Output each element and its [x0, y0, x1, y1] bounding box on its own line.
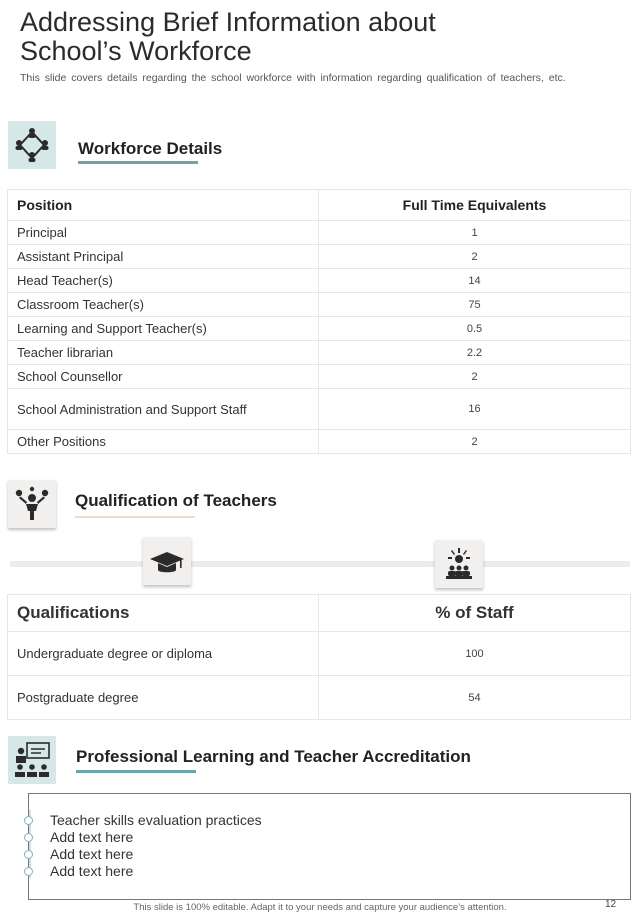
section-underline	[76, 770, 196, 773]
fte-cell: 14	[319, 269, 631, 293]
page-number: 12	[605, 899, 617, 910]
position-cell: Principal	[8, 221, 319, 245]
fte-cell: 75	[319, 293, 631, 317]
fte-cell: 2.2	[319, 341, 631, 365]
qualification-cell: Undergraduate degree or diploma	[8, 632, 319, 676]
table-row	[8, 676, 631, 720]
column-header-staff-percent: % of Staff	[319, 595, 631, 632]
table-row	[8, 632, 631, 676]
person-ideas-icon	[8, 480, 56, 528]
table-row	[8, 341, 631, 365]
workforce-section-title: Workforce Details	[78, 139, 223, 158]
graduation-cap-icon	[143, 537, 191, 585]
percent-cell: 54	[319, 676, 631, 720]
table-row	[8, 269, 631, 293]
table-row	[8, 430, 631, 454]
learning-section-title: Professional Learning and Teacher Accreditation	[76, 747, 471, 766]
presentation-group-icon	[8, 736, 56, 784]
list-item: Teacher skills evaluation practices	[50, 812, 262, 828]
bullet-dot	[24, 867, 33, 876]
bullet-dot	[24, 850, 33, 859]
fte-cell: 16	[319, 389, 631, 430]
qualification-table	[7, 594, 631, 720]
workforce-table	[7, 189, 631, 454]
bullet-dot	[24, 816, 33, 825]
network-people-icon	[8, 121, 56, 169]
position-cell: Classroom Teacher(s)	[8, 293, 319, 317]
table-header-row	[8, 190, 631, 221]
list-item: Add text here	[50, 863, 134, 879]
section-underline	[75, 516, 195, 518]
footer-note: This slide is 100% editable. Adapt it to your needs and capture your audience’s attention.	[133, 902, 507, 913]
table-row	[8, 221, 631, 245]
table-row	[8, 245, 631, 269]
list-item: Add text here	[50, 829, 134, 845]
bullet-dot	[24, 833, 33, 842]
position-cell: Assistant Principal	[8, 245, 319, 269]
table-row	[8, 389, 631, 430]
position-cell: Teacher librarian	[8, 341, 319, 365]
qualification-cell: Postgraduate degree	[8, 676, 319, 720]
audience-idea-icon	[435, 540, 483, 588]
position-cell: School Administration and Support Staff	[8, 389, 319, 430]
fte-cell: 0.5	[319, 317, 631, 341]
table-header-row	[8, 595, 631, 632]
position-cell: Other Positions	[8, 430, 319, 454]
position-cell: Head Teacher(s)	[8, 269, 319, 293]
position-cell: School Counsellor	[8, 365, 319, 389]
fte-cell: 2	[319, 245, 631, 269]
table-row	[8, 293, 631, 317]
percent-cell: 100	[319, 632, 631, 676]
column-header-fte: Full Time Equivalents	[319, 190, 631, 221]
list-item: Add text here	[50, 846, 134, 862]
fte-cell: 2	[319, 430, 631, 454]
table-row	[8, 365, 631, 389]
position-cell: Learning and Support Teacher(s)	[8, 317, 319, 341]
page-subtitle: This slide covers details regarding the school workforce with information regarding qualification of teachers, etc.	[20, 72, 566, 84]
section-underline	[78, 161, 198, 164]
qualification-section-title: Qualification of Teachers	[75, 491, 277, 510]
divider-band	[10, 561, 630, 567]
table-row	[8, 317, 631, 341]
fte-cell: 2	[319, 365, 631, 389]
column-header-qualifications: Qualifications	[8, 595, 319, 632]
fte-cell: 1	[319, 221, 631, 245]
page-title: Addressing Brief Information about School’s Workforce	[20, 7, 436, 66]
column-header-position: Position	[8, 190, 319, 221]
